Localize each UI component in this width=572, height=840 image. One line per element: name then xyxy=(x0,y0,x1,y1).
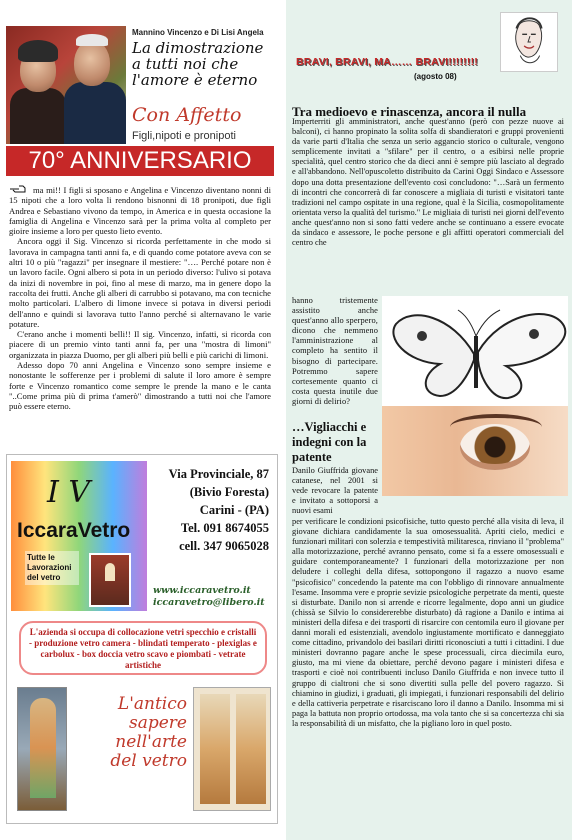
ad-website-link[interactable]: www.iccaravetro.it xyxy=(153,585,251,596)
left-article-p4: Adesso dopo 70 anni Angelina e Vincenzo sono sempre insieme e nonostante le sofferenze per i problemi di salute il loro amore è sempre forte e Vincenzo romantico come sempre le prende la mano e le canta "..Come prima più di prima t'amerò" dimostrando a tutti noi che l'amore può essere eterno. xyxy=(9,360,271,412)
article-body-medioevo-cont: hanno tristemente assistito anche quest'anno allo sperpero, dicono che nemmeno l'amministrazione al completo ha sentito il bisogno di partecipare. Potremmo sapere cortesemente quanto ci costa questa inutile due giorni di delirio? xyxy=(292,296,378,406)
bravi-title: BRAVI, BRAVI, MA…… BRAVI!!!!!!!! xyxy=(296,56,478,68)
bravi-date: (agosto 08) xyxy=(414,72,457,81)
stained-glass-photo xyxy=(17,687,67,811)
ad-address: Via Provinciale, 87 (Bivio Foresta) Carini - (PA) Tel. 091 8674055 cell. 347 9065028 xyxy=(168,467,269,553)
logo-monogram: I V xyxy=(47,475,91,510)
glass-doors-photo xyxy=(193,687,271,811)
left-article-p2: Ancora oggi il Sig. Vincenzo si ricorda perfettamente in che modo si lavorava in campagna tanti anni fa, e di quando come potatore aveva con se altri 10 o più "ragazzi" per insegnare il mestiere: "…. Perché potare non è un lavoro facile. Ogni albero si pota in un periodo diverso: l'ulivo si potava da inizi di novembre in poi, fino al mese di marzo, ma in genere dopo la raccolta dei frutti. Anche gli alberi di carrubbo si potavano, ma con tecniche molto particolari. L'albero di limone invece si potava in diversi periodi dell'anno e quindi si lavorava tutto l'anno perché si alternavano le varie potature. xyxy=(9,236,271,329)
anniversary-quote: La dimostrazione a tutti noi che l'amore è eterno xyxy=(132,39,264,89)
anniversary-figli: Figli,nipoti e pronipoti xyxy=(132,130,236,142)
anniversary-ad xyxy=(6,26,274,176)
left-article-p1: ma mi!! I figli si sposano e Angelina e Vincenzo diventano nonni di 15 nipoti che a loro volta li rendono bisnonni di 18 pronipoti, due figli Andrea e Sebastiano vivono da tempo, in America e in questa occasione la famiglia di Angelina e Vincenzo sarà per la prima volta al completo per gioire insieme a loro per questo lieto evento. xyxy=(9,185,271,237)
tower-illustration xyxy=(89,553,131,607)
article-body-vigliacchi-intro: Danilo Giuffrida giovane catanese, nel 2001 si vede revocare la patente e invitato a sottoporsi a nuovi esami xyxy=(292,466,378,516)
eye-photo xyxy=(382,406,568,496)
left-article xyxy=(9,184,271,412)
ad-web-links xyxy=(153,585,273,609)
iccaravetro-logo xyxy=(11,461,147,611)
anniversary-banner: 70° ANNIVERSARIO xyxy=(6,146,274,176)
ad-services: L'azienda si occupa di collocazione vetri specchio e cristalli - produzione vetro camera - blindati temperato - plexiglas e carbolux - box doccia vetro scavo e piombati - vetrate artistiche xyxy=(19,621,267,675)
caricature-portrait xyxy=(500,12,558,72)
article-heading-medioevo: Tra medioevo e rinascenza, ancora il nulla xyxy=(292,104,527,119)
couple-names: Mannino Vincenzo e Di Lisi Angela xyxy=(132,28,264,37)
anniversary-affetto: Con Affetto xyxy=(132,104,242,126)
ad-email-link[interactable]: iccaravetro@libero.it xyxy=(153,597,265,608)
butterfly-photo xyxy=(382,296,568,406)
ad-slogan: L'antico sapere nell'arte del vetro xyxy=(110,694,187,771)
iccaravetro-ad xyxy=(6,454,278,824)
hand-pointer-icon xyxy=(9,184,27,194)
article-heading-vigliacchi: …Vigliacchi e indegni con la patente xyxy=(292,420,367,464)
logo-subtitle: Tutte le Lavorazioni del vetro xyxy=(25,551,79,585)
article-body-medioevo: Imperterriti gli amministratori, anche quest'anno (però con pezze nuove ai balconi), ci hanno propinato la solita solfa di sbandieratori e gruppi provenienti da varie parti d'Italia che senza un serio aggancio storico o culturale, vengono semplicemente invitati a "sfilare" per il centro, o a esibirsi nelle proprie specialità, quel centro storico che da dieci anni è sempre più lasciato al degrado e all'abbandono. Nell'opuscoletto distribuito da Carini Oggi Sindaco e Assessore dopo una dotta presentazione dell'evento così concludono: "…Sarà un fermento di incontri che concorrerà di far conoscere a migliaia di turisti e visitatori tante tradizioni nel campo ospitate in una regione, qual è la Sicilia, cosmopolitamente orientata verso la qualità del turismo." Le migliaia di turisti nei giorni dell'evento anche quest'anno non si sono fatti vedere anche se continuano a essere evocate da sindaco e assessore, le poche persone e gli affitti operatori commerciali del centro che xyxy=(292,117,564,248)
couple-photo xyxy=(6,26,126,144)
article-body-vigliacchi: per verificare le condizioni psicofisiche, tutto questo perché alla visita di leva, il giovane dichiara candidamente la sua omosessualità. Apriti cielo, medici e funzionari militari con solerzia e tempestività militaresca, rinviano il "problema" alla motorizzazione, perché avranno pensato, come si fa a essere omosessuali e guidare contemporaneamente? I funzionari della motorizzazione per non deludere i colleghi della difesa, sottopongono il ragazzo a nuovo esame "psicofisico" concedendo la patente ma con l'obbligo di rinnovare annualmente l'esame. Insomma vere e proprie sevizie psicologiche perpetrate da menti, queste si disturbate. Danilo non si arrende e ricorre legalmente, dopo anni un giudice (chissà se Silvio lo considererebbe disturbato) dà ragione a Danilo e intima ai ministeri della difesa e dei trasporti di risarcire con centomila euro il giovane per danni morali ed esistenziali, avendolo ingiustamente mortificato e danneggiato come cittadino, privandolo dei basilari diritti riconosciuti a tutti i cittadini. I due ministeri dovranno pagare anche le spese processuali, circa diecimila euro, giusto, ma mi viene da obiettare, perché devono pagare i ministeri difesa e trasporti e cioè noi contribuenti incluso Danilo Giuffrida e non invece tutto il gruppo di cialtroni che si sono divertiti sulla pelle del povero ragazzo. Si chiamino in giudizi, i graduati, gli impiegati, i funzionari responsabili del delirio e della cattiveria perpetrate e risarciscano loro il danno a Danilo. Insomma mi si paga la battuta non proprio ortodossa, ma vola tanto che si sa concertezza chi sia la responsabilità di un misfatto, che la pigliano loro in quel posto. xyxy=(292,517,564,728)
left-article-p3: C'erano anche i momenti belli!! Il sig. Vincenzo, infatti, si ricorda con piacere di un premio vinto tanti anni fa, per una "mostra di limoni" organizzata in piazza Duomo, per gli alberi più belli e più carichi di limoni. xyxy=(9,329,271,360)
logo-name: IccaraVetro xyxy=(17,519,131,542)
